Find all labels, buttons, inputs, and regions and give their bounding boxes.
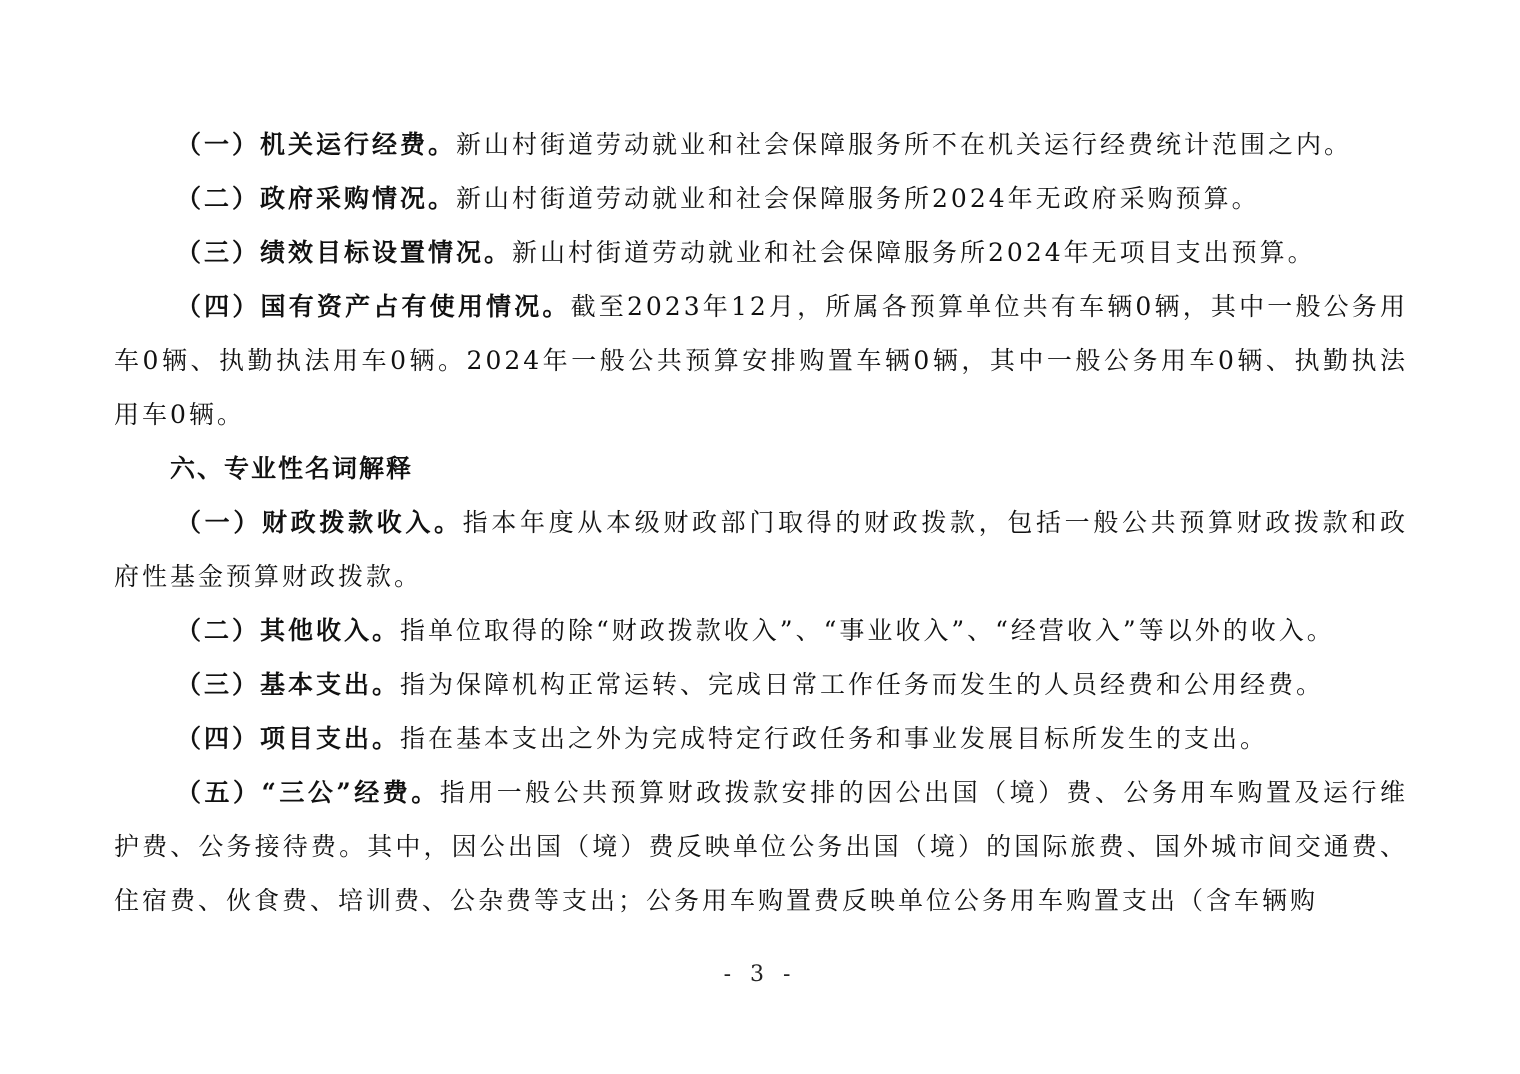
- paragraph-lead: （二）其他收入。: [176, 616, 401, 645]
- paragraph-basic-expenditure: [114, 658, 1408, 712]
- paragraph-text: 新山村街道劳动就业和社会保障服务所2024年无政府采购预算。: [456, 184, 1260, 213]
- paragraph-lead: （五）“三公”经费。: [176, 778, 440, 807]
- paragraph-text: 指单位取得的除“财政拨款收入”、“事业收入”、“经营收入”等以外的收入。: [400, 616, 1335, 645]
- paragraph-fiscal-appropriation: [114, 496, 1408, 604]
- paragraph-lead: （二）政府采购情况。: [176, 184, 457, 213]
- paragraph-text: 指用一般公共预算财政拨款安排的因公出国（境）费、公务用车购置及运行维护费、公务接待费。其中，因公出国（境）费反映单位公务出国（境）的国际旅费、国外城市间交通费、住宿费、伙食费、培训费、公杂费等支出；公务用车购置费反映单位公务用车购置支出（含车辆购: [114, 778, 1408, 915]
- paragraph-text: 指为保障机构正常运转、完成日常工作任务而发生的人员经费和公用经费。: [400, 670, 1325, 699]
- paragraph-project-expenditure: [114, 712, 1408, 766]
- paragraph-text: 新山村街道劳动就业和社会保障服务所不在机关运行经费统计范围之内。: [456, 130, 1353, 159]
- paragraph-operating-costs: [114, 118, 1408, 172]
- page-number: - 3 -: [723, 962, 797, 987]
- paragraph-lead: （三）绩效目标设置情况。: [176, 238, 513, 267]
- paragraph-government-procurement: [114, 172, 1408, 226]
- paragraph-state-assets: [114, 280, 1408, 442]
- paragraph-text: 截至2023年12月，所属各预算单位共有车辆0辆，其中一般公务用车0辆、执勤执法用车0辆。2024年一般公共预算安排购置车辆0辆，其中一般公务用车0辆、执勤执法用车0辆。: [114, 292, 1408, 429]
- paragraph-text: 新山村街道劳动就业和社会保障服务所2024年无项目支出预算。: [512, 238, 1316, 267]
- paragraph-lead: （一）机关运行经费。: [176, 130, 457, 159]
- paragraph-performance-targets: [114, 226, 1408, 280]
- paragraph-text: 指在基本支出之外为完成特定行政任务和事业发展目标所发生的支出。: [400, 724, 1269, 753]
- paragraph-three-public-expenses: [114, 766, 1408, 928]
- paragraph-lead: （四）项目支出。: [176, 724, 401, 753]
- paragraph-text: 指本年度从本级财政部门取得的财政拨款，包括一般公共预算财政拨款和政府性基金预算财政拨款。: [114, 508, 1408, 591]
- document-page: [114, 118, 1408, 928]
- paragraph-lead: （三）基本支出。: [176, 670, 401, 699]
- paragraph-lead: （四）国有资产占有使用情况。: [176, 292, 571, 321]
- paragraph-other-income: [114, 604, 1408, 658]
- section-heading: 六、专业性名词解释: [170, 454, 414, 483]
- paragraph-lead: （一）财政拨款收入。: [176, 508, 463, 537]
